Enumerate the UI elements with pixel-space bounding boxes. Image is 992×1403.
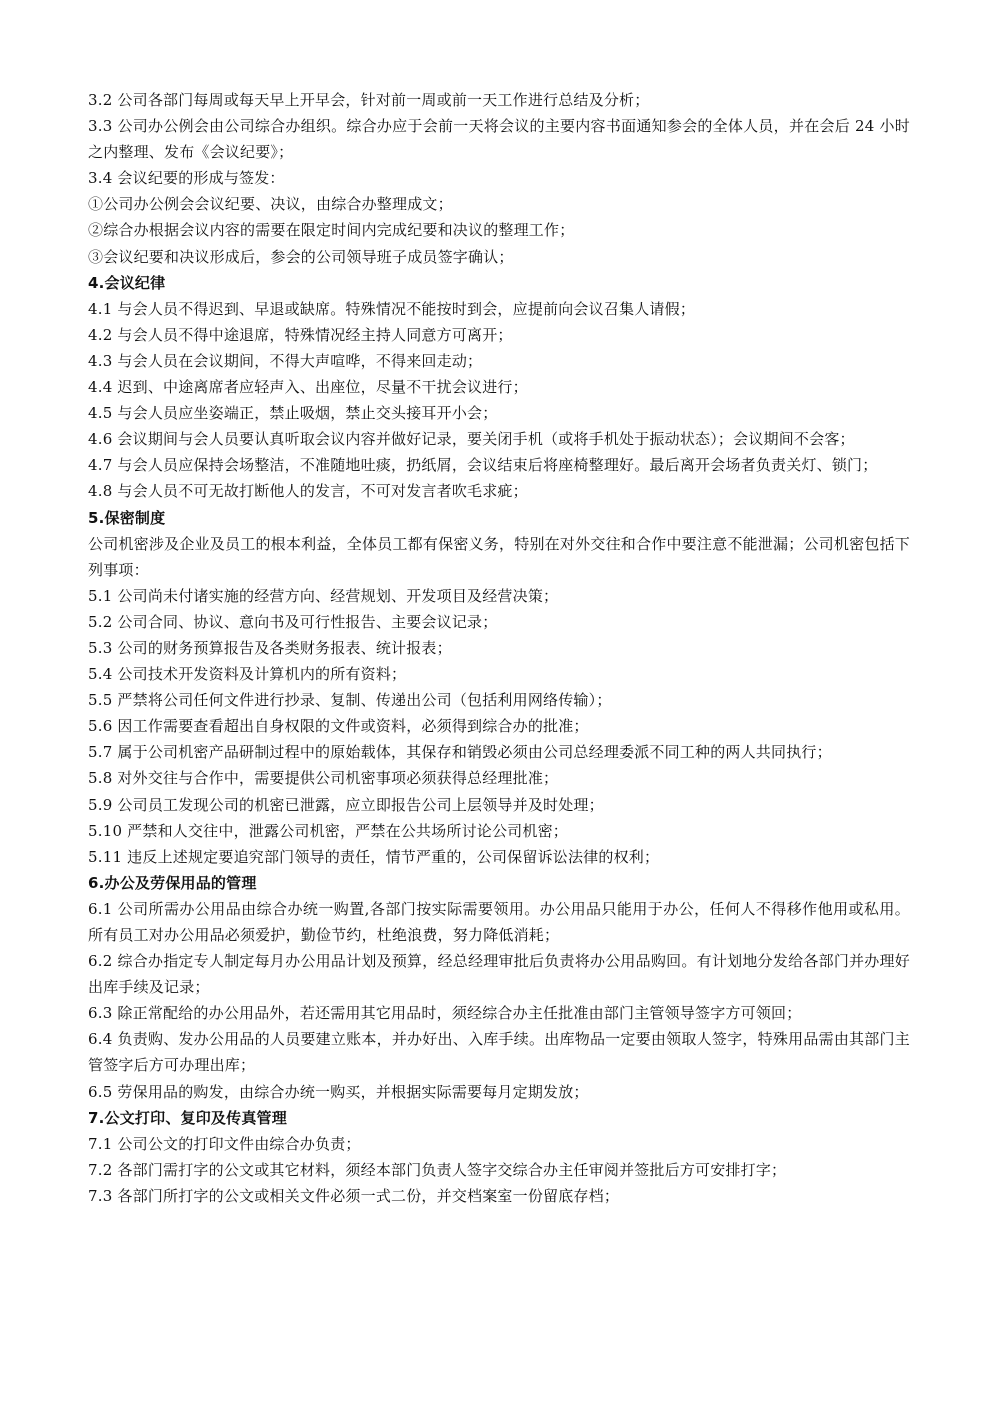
- paragraph: 5.7 属于公司机密产品研制过程中的原始载体，其保存和销毁必须由公司总经理委派不同工种的两人共同执行；: [88, 743, 832, 762]
- paragraph: 4.2 与会人员不得中途退席，特殊情况经主持人同意方可离开；: [88, 325, 513, 344]
- paragraph: 4.4 迟到、中途离席者应轻声入、出座位，尽量不干扰会议进行；: [88, 378, 528, 397]
- paragraph: 4.6 会议期间与会人员要认真听取会议内容并做好记录，要关闭手机（或将手机处于振动状态）；会议期间不会客；: [88, 430, 855, 449]
- paragraph: 4.7 与会人员应保持会场整洁，不准随地吐痰，扔纸屑，会议结束后将座椅整理好。最后离开会场者负责关灯、锁门；: [88, 456, 878, 475]
- paragraph: 7.2 各部门需打字的公文或其它材料，须经本部门负责人签字交综合办主任审阅并签批后方可安排打字；: [88, 1160, 787, 1179]
- paragraph: 5.4 公司技术开发资料及计算机内的所有资料；: [88, 665, 407, 684]
- paragraph: 5.3 公司的财务预算报告及各类财务报表、统计报表；: [88, 638, 452, 657]
- paragraph: 4.8 与会人员不可无故打断他人的发言，不可对发言者吹毛求疵；: [88, 482, 528, 501]
- paragraph: 5.2 公司合同、协议、意向书及可行性报告、主要会议记录；: [88, 612, 498, 631]
- paragraph: ③会议纪要和决议形成后，参会的公司领导班子成员签字确认；: [88, 247, 514, 266]
- paragraph: ②综合办根据会议内容的需要在限定时间内完成纪要和决议的整理工作；: [88, 221, 575, 240]
- paragraph: 4.1 与会人员不得迟到、早退或缺席。特殊情况不能按时到会，应提前向会议召集人请假；: [88, 299, 696, 318]
- paragraph: 4.5 与会人员应坐姿端正，禁止吸烟，禁止交头接耳开小会；: [88, 404, 498, 423]
- paragraph: 6.2 综合办指定专人制定每月办公用品计划及预算，经总经理审批后负责将办公用品购回。有计划地分发给各部门并办理好出库手续及记录；: [88, 952, 910, 997]
- paragraph: 5.9 公司员工发现公司的机密已泄露，应立即报告公司上层领导并及时处理；: [88, 795, 604, 814]
- paragraph: 6.3 除正常配给的办公用品外，若还需用其它用品时，须经综合办主任批准由部门主管领导签字方可领回；: [88, 1004, 802, 1023]
- paragraph: 7.3 各部门所打字的公文或相关文件必须一式二份，并交档案室一份留底存档；: [88, 1186, 620, 1205]
- paragraph: 5.10 严禁和人交往中，泄露公司机密，严禁在公共场所讨论公司机密；: [88, 821, 568, 840]
- paragraph: 6.1 公司所需办公用品由综合办统一购置,各部门按实际需要领用。办公用品只能用于办公，任何人不得移作他用或私用。所有员工对办公用品必须爱护，勤俭节约，杜绝浪费，努力降低消耗；: [88, 899, 910, 944]
- paragraph: 3.2 公司各部门每周或每天早上开早会，针对前一周或前一天工作进行总结及分析；: [88, 91, 650, 109]
- paragraph: 7.1 公司公文的打印文件由综合办负责；: [88, 1134, 361, 1153]
- section-heading: 5.保密制度: [88, 508, 166, 527]
- paragraph: 公司机密涉及企业及员工的根本利益，全体员工都有保密义务，特别在对外交往和合作中要注意不能泄漏；公司机密包括下列事项：: [88, 534, 910, 579]
- paragraph: 5.6 因工作需要查看超出自身权限的文件或资料，必须得到综合办的批准；: [88, 717, 589, 736]
- paragraph: 5.8 对外交往与合作中，需要提供公司机密事项必须获得总经理批准；: [88, 769, 559, 788]
- paragraph: 5.5 严禁将公司任何文件进行抄录、复制、传递出公司（包括利用网络传输）；: [88, 691, 612, 710]
- document-page: [88, 87, 910, 1209]
- paragraph: 5.11 违反上述规定要追究部门领导的责任，情节严重的，公司保留诉讼法律的权利；: [88, 847, 660, 866]
- paragraph: 3.3 公司办公例会由公司综合办组织。综合办应于会前一天将会议的主要内容书面通知参会的全体人员，并在会后 24 小时之内整理、发布《会议纪要》；: [88, 117, 910, 162]
- section-heading: 4.会议纪律: [88, 273, 166, 292]
- paragraph: 6.5 劳保用品的购发，由综合办统一购买，并根据实际需要每月定期发放；: [88, 1082, 589, 1101]
- paragraph: 4.3 与会人员在会议期间，不得大声喧哗，不得来回走动；: [88, 351, 483, 370]
- section-heading: 7.公文打印、复印及传真管理: [88, 1108, 287, 1127]
- paragraph: 5.1 公司尚未付诸实施的经营方向、经营规划、开发项目及经营决策；: [88, 586, 559, 605]
- section-heading: 6.办公及劳保用品的管理: [88, 873, 257, 892]
- paragraph: 3.4 会议纪要的形成与签发：: [88, 169, 285, 188]
- paragraph: ①公司办公例会会议纪要、决议，由综合办整理成文；: [88, 195, 453, 214]
- paragraph: 6.4 负责购、发办公用品的人员要建立账本，并办好出、入库手续。出库物品一定要由领取人签字，特殊用品需由其部门主管签字后方可办理出库；: [88, 1030, 910, 1075]
